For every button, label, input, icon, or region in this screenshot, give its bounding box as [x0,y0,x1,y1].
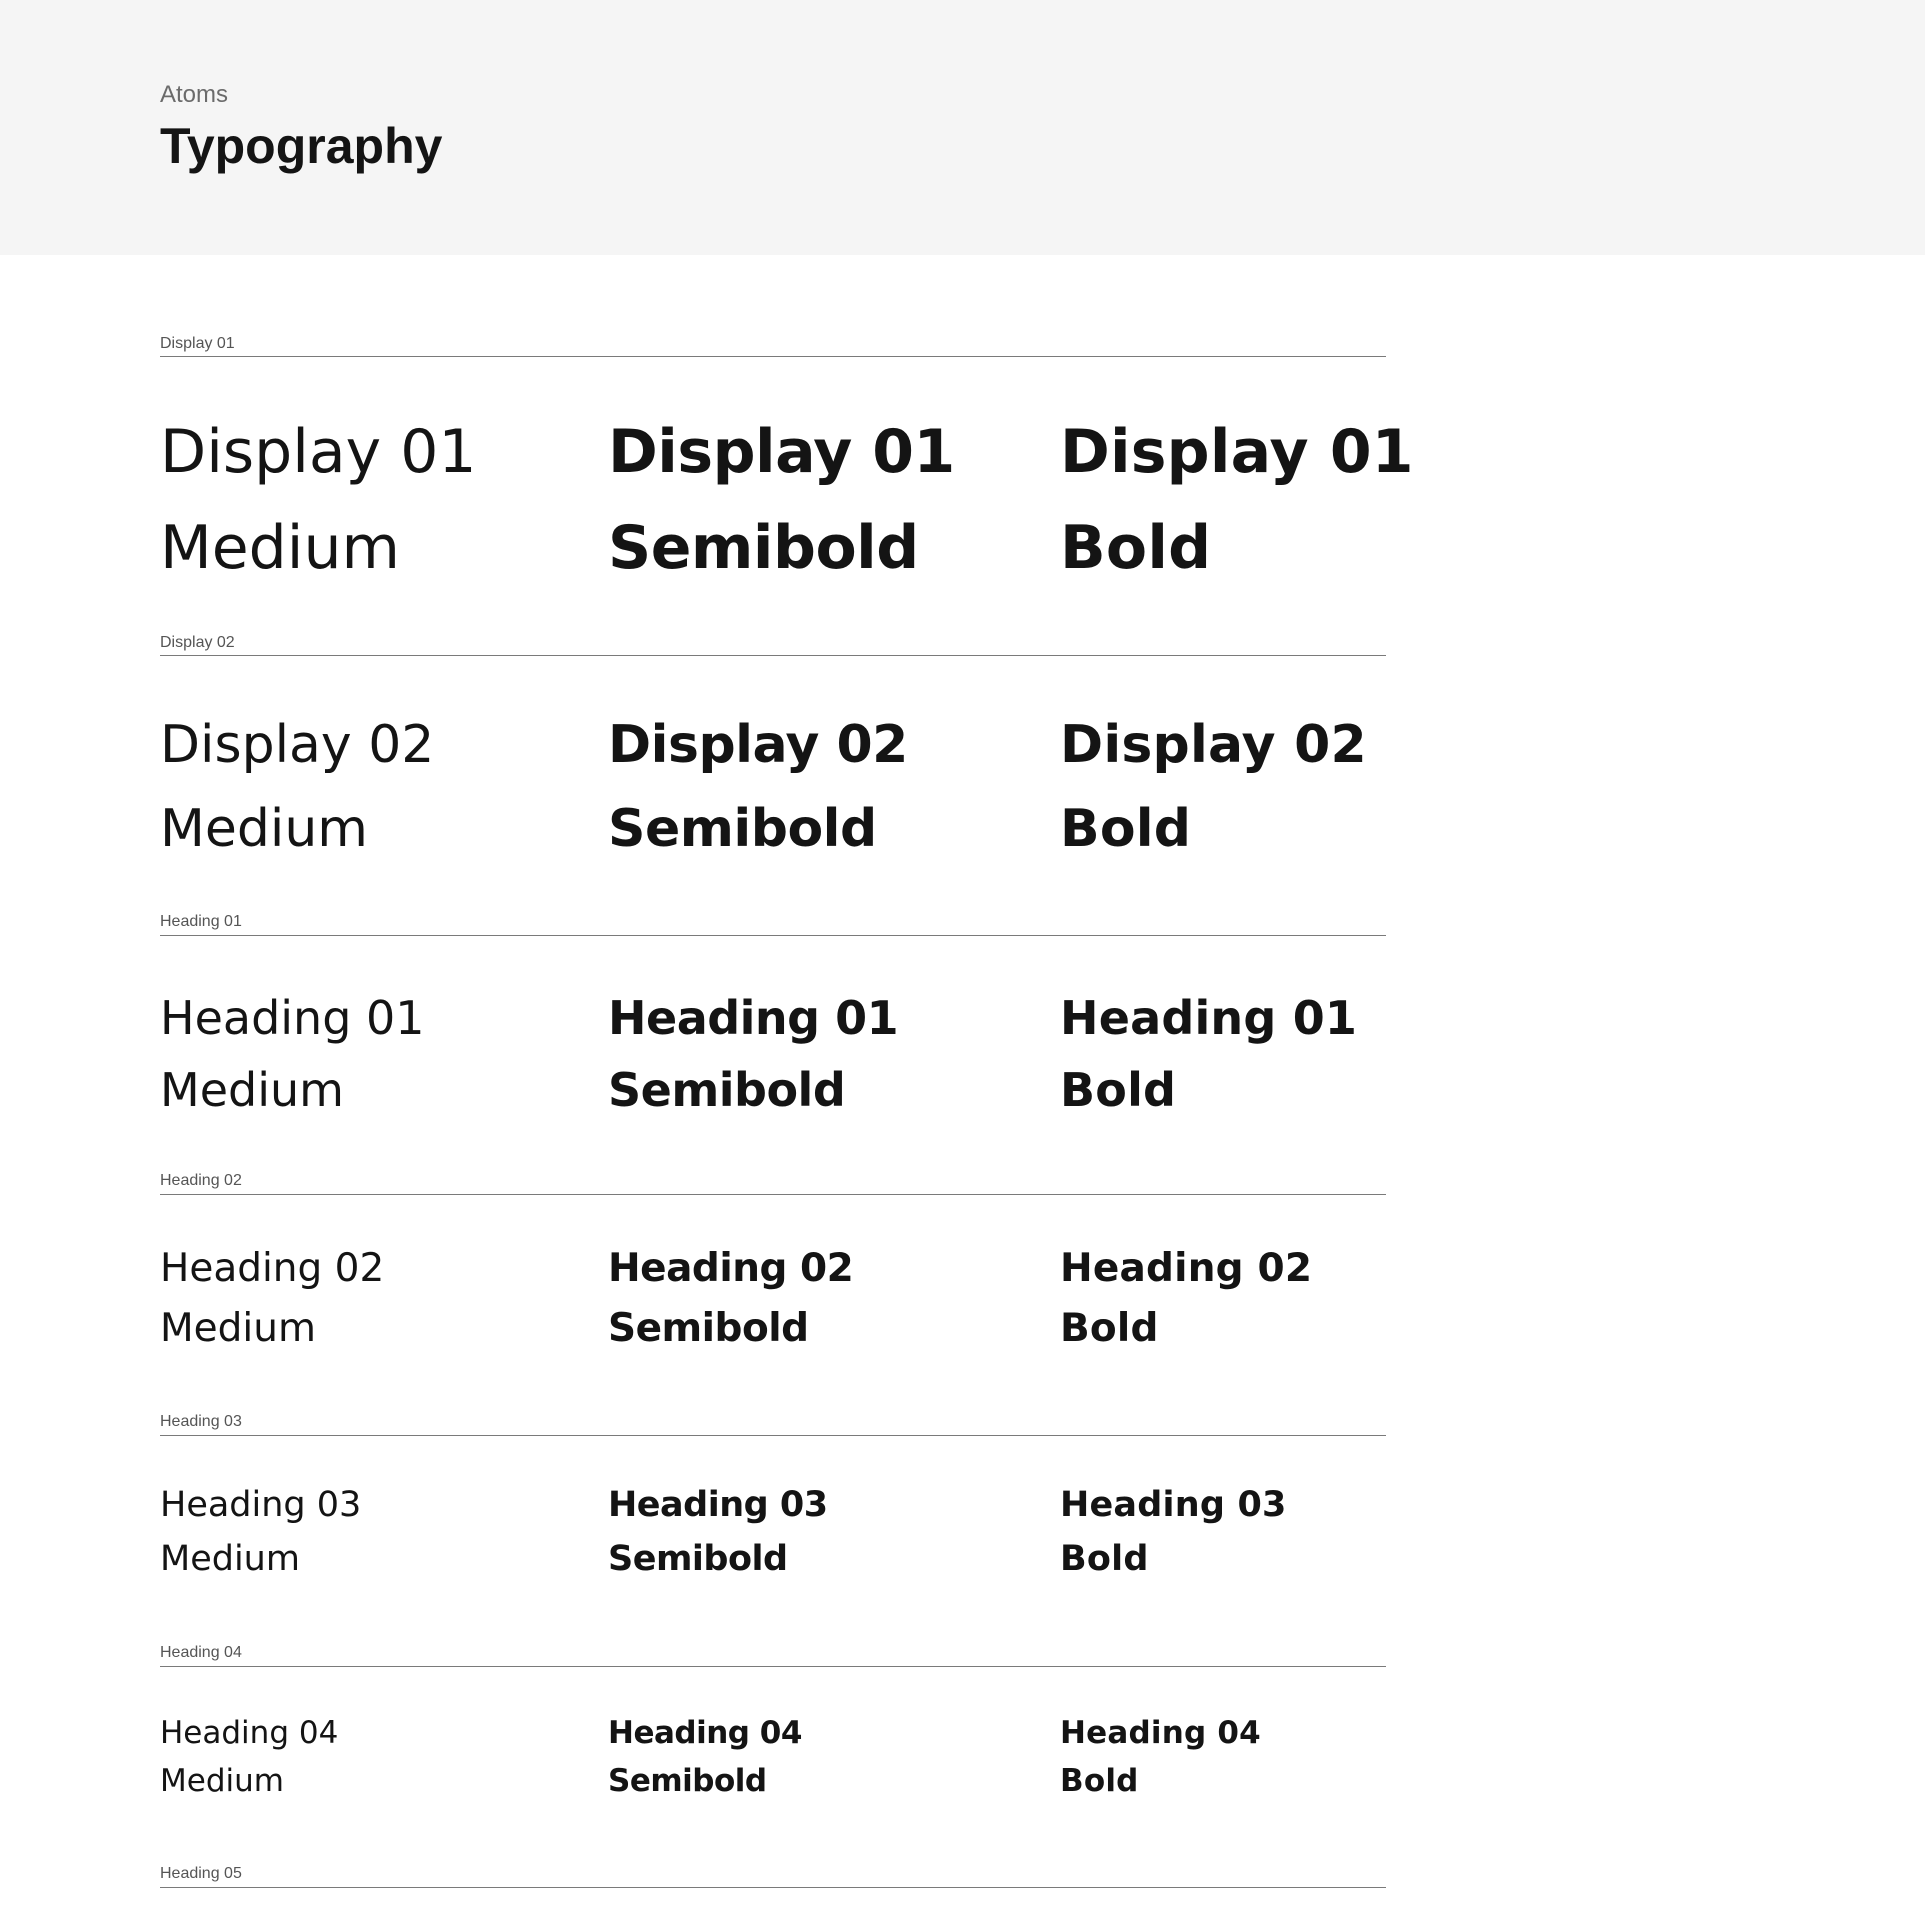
section-divider [160,1666,1386,1667]
sample-display-01-semibold [608,404,955,596]
sample-name: Display 01 [160,417,477,487]
section-label: Heading 04 [160,1644,242,1661]
sample-name: Heading 03 [160,1485,362,1525]
sample-weight: Semibold [608,1063,846,1117]
sample-weight: Medium [160,513,400,583]
sample-weight: Bold [1060,799,1192,859]
section-label: Display 02 [160,634,235,651]
sample-weight: Bold [1060,1306,1159,1351]
section-label: Heading 01 [160,913,242,930]
sample-name: Heading 02 [608,1246,854,1291]
sample-heading-04-medium [160,1709,338,1805]
sample-name: Heading 03 [608,1485,828,1525]
sample-name: Heading 01 [608,991,899,1045]
section-divider [160,655,1386,656]
sample-weight: Semibold [608,1306,809,1351]
sample-heading-02-bold [1060,1239,1312,1359]
sample-weight: Medium [160,1539,300,1579]
sample-display-01-bold [1060,404,1414,596]
sample-heading-01-semibold [608,982,898,1126]
sample-name: Heading 01 [1060,991,1358,1045]
section-divider [160,935,1386,936]
sample-heading-04-bold [1060,1709,1261,1805]
sample-weight: Semibold [608,1763,767,1799]
sample-heading-03-bold [1060,1478,1287,1586]
sample-name: Heading 04 [1060,1715,1261,1751]
sample-heading-01-bold [1060,982,1357,1126]
sample-display-02-bold [1060,703,1367,871]
sample-display-01-medium [160,404,477,596]
sample-weight: Semibold [608,513,919,583]
sample-weight: Medium [160,1763,284,1799]
section-label: Display 01 [160,335,235,352]
section-heading-02 [160,1171,1386,1371]
sample-name: Heading 02 [1060,1246,1313,1291]
sample-name: Display 01 [608,417,955,487]
sample-name: Display 01 [1060,417,1414,487]
sample-weight: Semibold [608,1539,788,1579]
section-divider [160,1887,1386,1888]
sample-name: Display 02 [1060,715,1367,775]
sample-name: Display 02 [160,715,435,775]
section-label: Heading 03 [160,1413,242,1430]
sample-weight: Bold [1060,513,1212,583]
section-heading-03 [160,1412,1386,1602]
sample-heading-04-semibold [608,1709,802,1805]
section-label: Heading 05 [160,1865,242,1882]
section-display-02 [160,633,1386,873]
section-display-01 [160,334,1414,594]
sample-name: Heading 04 [608,1715,802,1751]
sample-heading-03-medium [160,1478,361,1586]
page-header [0,0,1925,255]
section-divider [160,1194,1386,1195]
sample-weight: Semibold [608,799,877,859]
sample-weight: Bold [1060,1539,1149,1579]
section-label: Heading 02 [160,1172,242,1189]
page-title: Typography [160,118,443,174]
section-divider [160,356,1386,357]
sample-name: Heading 04 [160,1715,339,1751]
sample-name: Heading 03 [1060,1485,1287,1525]
breadcrumb[interactable]: Atoms [160,81,229,108]
sample-heading-02-medium [160,1239,384,1359]
section-heading-04 [160,1643,1386,1823]
section-heading-01 [160,912,1386,1132]
section-divider [160,1435,1386,1436]
sample-heading-03-semibold [608,1478,828,1586]
sample-weight: Bold [1060,1063,1177,1117]
sample-display-02-medium [160,703,434,871]
sample-display-02-semibold [608,703,908,871]
sample-name: Heading 01 [160,991,425,1045]
sample-weight: Medium [160,1063,344,1117]
sample-heading-02-semibold [608,1239,853,1359]
sample-weight: Medium [160,1306,316,1351]
sample-weight: Medium [160,799,368,859]
sample-name: Display 02 [608,715,908,775]
sample-name: Heading 02 [160,1246,385,1291]
sample-heading-01-medium [160,982,425,1126]
section-heading-05 [160,1864,1386,1904]
sample-weight: Bold [1060,1763,1139,1799]
